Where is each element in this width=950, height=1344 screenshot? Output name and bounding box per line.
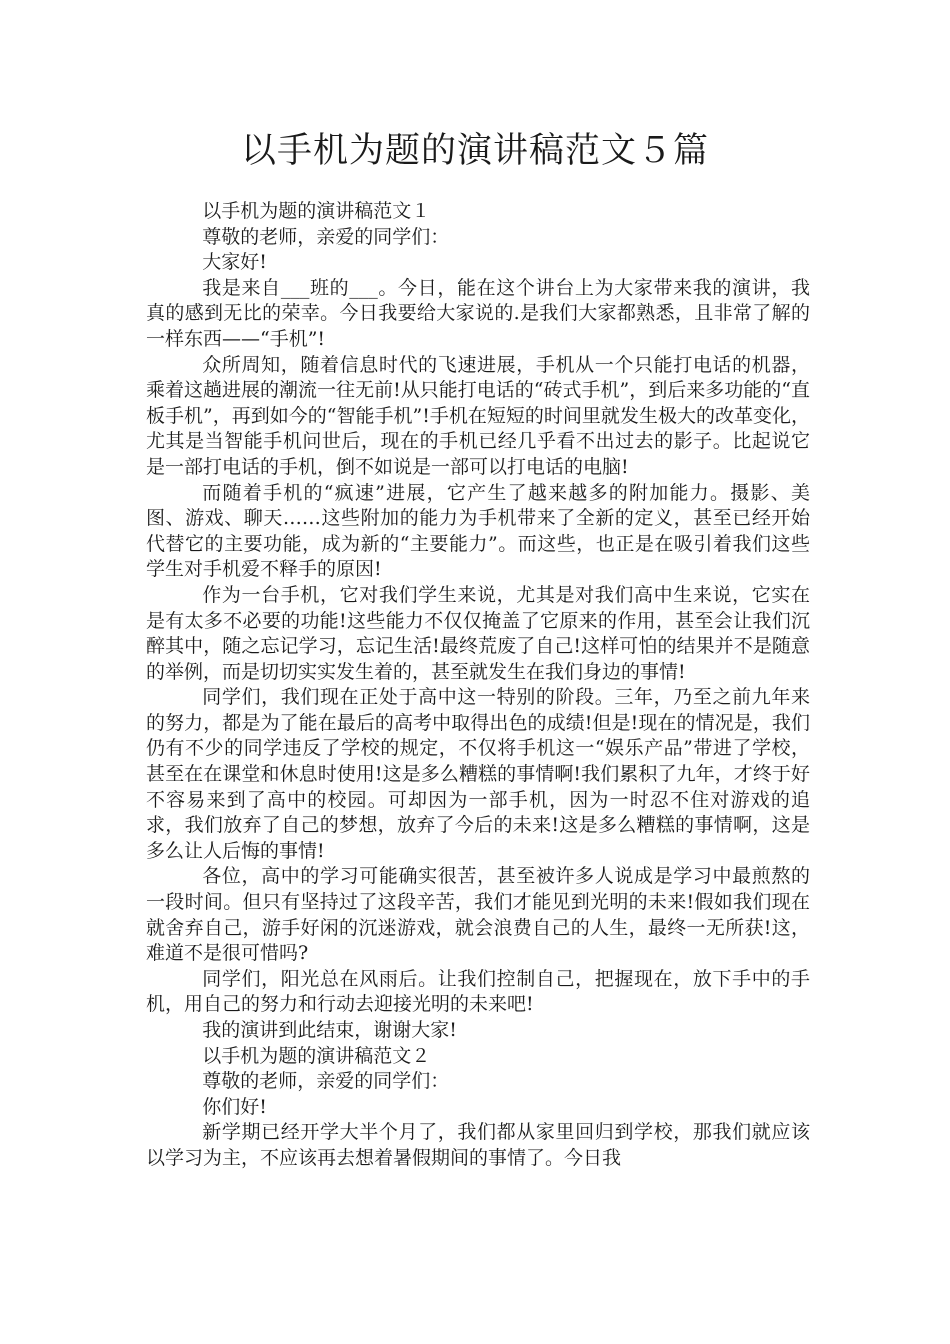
paragraph: 同学们，我们现在正处于高中这一特别的阶段。三年，乃至之前九年来的努力，都是为了能在最后的高考中取得出色的成绩!但是!现在的情况是，我们仍有不少的同学违反了学校的规定，不仅将手机这一“娱乐产品”带进了学校，甚至在在课堂和休息时使用!这是多么糟糕的事情啊!我们累积了九年，才终于好不容易来到了高中的校园。可却因为一部手机，因为一时忍不住对游戏的追求，我们放弃了自己的梦想，放弃了今后的未来!这是多么糟糕的事情啊，这是多么让人后悔的事情! — [146, 686, 810, 862]
document-title: 以手机为题的演讲稿范文５篇 — [240, 131, 709, 171]
paragraph: 众所周知，随着信息时代的飞速进展，手机从一个只能打电话的机器，乘着这趟进展的潮流一往无前!从只能打电话的“砖式手机”，到后来多功能的“直板手机”，再到如今的“智能手机”!手机在短短的时间里就发生极大的改革变化，尤其是当智能手机问世后，现在的手机已经几乎看不出过去的影子。比起说它是一部打电话的手机，倒不如说是一部可以打电话的电脑! — [146, 353, 810, 478]
closing-line: 我的演讲到此结束，谢谢大家! — [202, 1019, 457, 1041]
section-heading-2: 以手机为题的演讲稿范文２ — [202, 1044, 431, 1067]
section-heading-1: 以手机为题的演讲稿范文１ — [202, 200, 431, 222]
paragraph: 新学期已经开学大半个月了，我们都从家里回归到学校，那我们就应该以学习为主，不应该再去想着暑假期间的事情了。今日我 — [146, 1121, 810, 1169]
greeting: 大家好! — [202, 251, 267, 274]
paragraph: 作为一台手机，它对我们学生来说，尤其是对我们高中生来说，它实在是有太多不必要的功能!这些能力不仅仅掩盖了它原来的作用，甚至会让我们沉醉其中，随之忘记学习，忘记生活!最终荒废了自己!这样可怕的结果并不是随意的举例，而是切切实实发生着的，甚至就发生在我们身边的事情! — [146, 583, 810, 683]
salutation: 尊敬的老师，亲爱的同学们： — [202, 225, 450, 248]
paragraph: 各位，高中的学习可能确实很苦，甚至被许多人说成是学习中最煎熬的一段时间。但只有坚持过了这段辛苦，我们才能见到光明的未来!假如我们现在就舍弃自己，游手好闲的沉迷游戏，就会浪费自己的人生，最终一无所获!这，难道不是很可惜吗? — [146, 865, 810, 965]
salutation: 尊敬的老师，亲爱的同学们： — [202, 1070, 450, 1093]
document-body — [146, 199, 810, 1172]
paragraph: 而随着手机的“疯速”进展，它产生了越来越多的附加能力。摄影、美图、游戏、聊天……这些附加的能力为手机带来了全新的定义，甚至已经开始代替它的主要功能，成为新的“主要能力”。而这些，也正是在吸引着我们这些学生对手机爱不释手的原因! — [146, 481, 810, 581]
paragraph: 我是来自___班的___。今日，能在这个讲台上为大家带来我的演讲，我真的感到无比的荣幸。今日我要给大家说的.是我们大家都熟悉，且非常了解的一样东西——“手机”! — [146, 276, 810, 350]
greeting: 你们好! — [202, 1095, 267, 1118]
paragraph: 同学们，阳光总在风雨后。让我们控制自己，把握现在，放下手中的手机，用自己的努力和行动去迎接光明的未来吧! — [146, 967, 810, 1016]
